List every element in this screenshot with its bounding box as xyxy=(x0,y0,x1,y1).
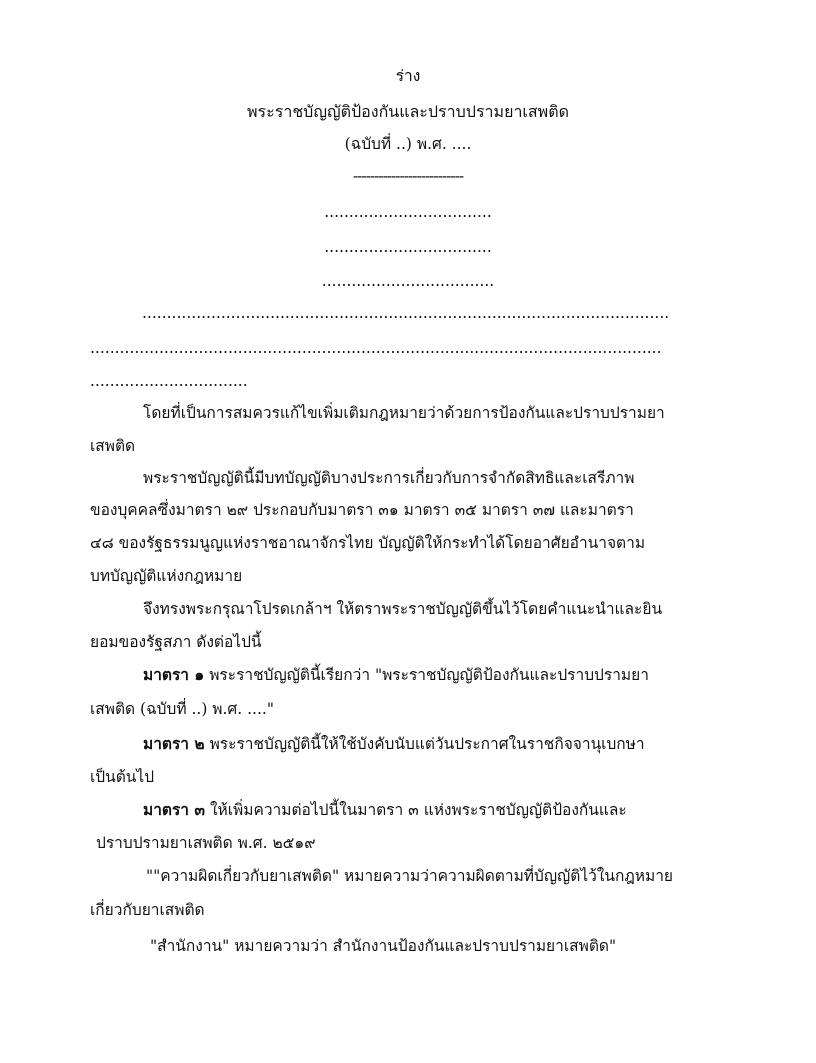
preamble-line: เสพติด xyxy=(90,437,136,455)
placeholder-dots: .................................................................................................................... xyxy=(90,339,662,357)
paragraph-line: ๔๘ ของรัฐธรรมนูญแห่งราชอาณาจักรไทย บัญญัติให้กระทำได้โดยอาศัยอำนาจตาม xyxy=(90,534,646,552)
placeholder-dots: .................................. xyxy=(324,203,492,221)
section-heading: มาตรา ๓ xyxy=(143,800,206,819)
section-3-line xyxy=(143,800,627,820)
section-text: ปราบปรามยาเสพติด พ.ศ. ๒๕๑๙ xyxy=(96,834,316,852)
preamble-line: โดยที่เป็นการสมควรแก้ไขเพิ่มเติมกฎหมายว่าด้วยการป้องกันและปราบปรามยา xyxy=(143,404,665,422)
definition-line: เกี่ยวกับยาเสพติด xyxy=(90,901,205,919)
section-2-line xyxy=(143,734,645,754)
section-text: เป็นต้นไป xyxy=(90,768,155,786)
section-text: เสพติด (ฉบับที่ ..) พ.ศ. ...." xyxy=(90,700,274,718)
edition-line: (ฉบับที่ ..) พ.ศ. .... xyxy=(344,135,472,153)
placeholder-dots: ................................... xyxy=(321,272,495,290)
paragraph-line: บทบัญญัติแห่งกฎหมาย xyxy=(90,567,243,585)
paragraph-line: ยอมของรัฐสภา ดังต่อไปนี้ xyxy=(90,633,262,651)
section-1-line xyxy=(143,665,649,685)
placeholder-dots: ................................ xyxy=(90,372,248,390)
section-text: พระราชบัญญัตินี้เรียกว่า "พระราชบัญญัติป้องกันและปราบปรามยา xyxy=(209,666,649,684)
paragraph-line: ของบุคคลซึ่งมาตรา ๒๙ ประกอบกับมาตรา ๓๑ มาตรา ๓๕ มาตรา ๓๗ และมาตรา xyxy=(90,501,634,519)
section-heading: มาตรา ๑ xyxy=(143,665,205,684)
paragraph-line: จึงทรงพระกรุณาโปรดเกล้าฯ ให้ตราพระราชบัญญัติขึ้นไว้โดยคำแนะนำและยิน xyxy=(143,600,663,618)
separator-line: -------------------------- xyxy=(352,167,464,185)
section-text: ให้เพิ่มความต่อไปนี้ในมาตรา ๓ แห่งพระราชบัญญัติป้องกันและ xyxy=(209,801,627,819)
act-title: พระราชบัญญัติป้องกันและปราบปรามยาเสพติด xyxy=(247,102,569,121)
placeholder-dots: ........................................................................................................... xyxy=(142,304,670,322)
section-text: พระราชบัญญัตินี้ให้ใช้บังคับนับแต่วันประกาศในราชกิจจานุเบกษา xyxy=(209,735,645,753)
definition-line: ""ความผิดเกี่ยวกับยาเสพติด" หมายความว่าความผิดตามที่บัญญัติไว้ในกฎหมาย xyxy=(146,867,673,885)
placeholder-dots: .................................. xyxy=(324,238,492,256)
section-heading: มาตรา ๒ xyxy=(143,734,205,753)
definition-line: "สำนักงาน" หมายความว่า สำนักงานป้องกันและปราบปรามยาเสพติด" xyxy=(150,937,617,955)
paragraph-line: พระราชบัญญัตินี้มีบทบัญญัติบางประการเกี่ยวกับการจำกัดสิทธิและเสรีภาพ xyxy=(143,469,635,487)
draft-label: ร่าง xyxy=(395,67,421,85)
